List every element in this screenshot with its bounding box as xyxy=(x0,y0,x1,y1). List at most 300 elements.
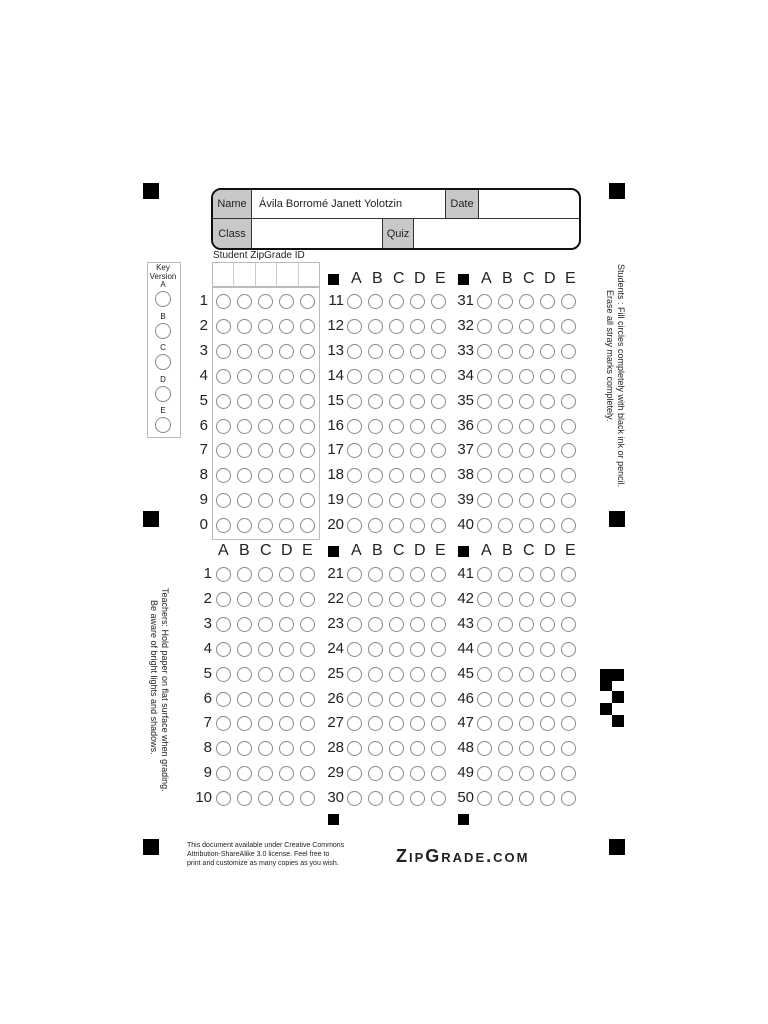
answer-bubble[interactable] xyxy=(258,617,273,632)
answer-bubble[interactable] xyxy=(519,518,534,533)
answer-bubble[interactable] xyxy=(561,741,576,756)
answer-bubble[interactable] xyxy=(347,716,362,731)
answer-bubble[interactable] xyxy=(561,518,576,533)
answer-bubble[interactable] xyxy=(258,518,273,533)
answer-bubble[interactable] xyxy=(498,766,513,781)
answer-bubble[interactable] xyxy=(431,394,446,409)
answer-bubble[interactable] xyxy=(300,766,315,781)
answer-bubble[interactable] xyxy=(431,592,446,607)
key-version-bubble[interactable] xyxy=(155,354,171,370)
answer-bubble[interactable] xyxy=(389,294,404,309)
answer-bubble[interactable] xyxy=(498,468,513,483)
answer-bubble[interactable] xyxy=(347,692,362,707)
answer-bubble[interactable] xyxy=(389,642,404,657)
answer-bubble[interactable] xyxy=(279,419,294,434)
answer-bubble[interactable] xyxy=(561,642,576,657)
answer-bubble[interactable] xyxy=(258,567,273,582)
answer-bubble[interactable] xyxy=(519,741,534,756)
answer-bubble[interactable] xyxy=(540,369,555,384)
answer-bubble[interactable] xyxy=(561,419,576,434)
answer-bubble[interactable] xyxy=(431,493,446,508)
answer-bubble[interactable] xyxy=(389,716,404,731)
answer-bubble[interactable] xyxy=(477,518,492,533)
answer-bubble[interactable] xyxy=(347,617,362,632)
answer-bubble[interactable] xyxy=(258,716,273,731)
answer-bubble[interactable] xyxy=(389,344,404,359)
answer-bubble[interactable] xyxy=(347,468,362,483)
answer-bubble[interactable] xyxy=(410,294,425,309)
answer-bubble[interactable] xyxy=(498,493,513,508)
answer-bubble[interactable] xyxy=(258,642,273,657)
answer-bubble[interactable] xyxy=(216,294,231,309)
answer-bubble[interactable] xyxy=(258,766,273,781)
answer-bubble[interactable] xyxy=(498,741,513,756)
answer-bubble[interactable] xyxy=(368,493,383,508)
answer-bubble[interactable] xyxy=(389,419,404,434)
answer-bubble[interactable] xyxy=(498,592,513,607)
answer-bubble[interactable] xyxy=(431,791,446,806)
key-version-letter: C xyxy=(160,343,166,352)
answer-bubble[interactable] xyxy=(477,667,492,682)
answer-bubble[interactable] xyxy=(300,294,315,309)
answer-bubble[interactable] xyxy=(498,369,513,384)
answer-bubble[interactable] xyxy=(216,419,231,434)
answer-bubble[interactable] xyxy=(519,493,534,508)
answer-bubble[interactable] xyxy=(561,294,576,309)
answer-bubble[interactable] xyxy=(258,344,273,359)
answer-bubble[interactable] xyxy=(540,567,555,582)
answer-bubble[interactable] xyxy=(498,617,513,632)
answer-bubble[interactable] xyxy=(561,766,576,781)
answer-bubble[interactable] xyxy=(347,369,362,384)
answer-bubble[interactable] xyxy=(368,667,383,682)
answer-bubble[interactable] xyxy=(498,642,513,657)
answer-bubble[interactable] xyxy=(347,567,362,582)
answer-bubble[interactable] xyxy=(368,642,383,657)
answer-bubble[interactable] xyxy=(279,518,294,533)
answer-bubble[interactable] xyxy=(477,592,492,607)
answer-bubble[interactable] xyxy=(431,443,446,458)
answer-bubble[interactable] xyxy=(561,667,576,682)
answer-bubble[interactable] xyxy=(477,344,492,359)
answer-bubble[interactable] xyxy=(258,592,273,607)
answer-bubble[interactable] xyxy=(216,567,231,582)
answer-bubble[interactable] xyxy=(279,592,294,607)
answer-bubble[interactable] xyxy=(431,468,446,483)
answer-bubble[interactable] xyxy=(540,667,555,682)
answer-bubble[interactable] xyxy=(216,766,231,781)
class-field[interactable] xyxy=(252,219,382,248)
answer-bubble[interactable] xyxy=(519,766,534,781)
answer-bubble[interactable] xyxy=(279,567,294,582)
answer-bubble[interactable] xyxy=(498,419,513,434)
answer-bubble[interactable] xyxy=(410,394,425,409)
answer-bubble[interactable] xyxy=(258,791,273,806)
answer-bubble[interactable] xyxy=(477,369,492,384)
answer-bubble[interactable] xyxy=(300,319,315,334)
answer-bubble[interactable] xyxy=(540,294,555,309)
answer-bubble[interactable] xyxy=(477,493,492,508)
answer-bubble[interactable] xyxy=(498,667,513,682)
answer-bubble[interactable] xyxy=(300,741,315,756)
answer-bubble[interactable] xyxy=(237,419,252,434)
answer-bubble[interactable] xyxy=(410,592,425,607)
answer-bubble[interactable] xyxy=(279,716,294,731)
answer-bubble[interactable] xyxy=(410,667,425,682)
answer-bubble[interactable] xyxy=(561,567,576,582)
answer-bubble[interactable] xyxy=(347,443,362,458)
answer-bubble[interactable] xyxy=(389,518,404,533)
answer-bubble[interactable] xyxy=(347,419,362,434)
answer-bubble[interactable] xyxy=(300,667,315,682)
answer-bubble[interactable] xyxy=(347,294,362,309)
answer-bubble[interactable] xyxy=(237,518,252,533)
answer-bubble[interactable] xyxy=(258,294,273,309)
answer-bubble[interactable] xyxy=(300,567,315,582)
answer-bubble[interactable] xyxy=(237,667,252,682)
answer-bubble[interactable] xyxy=(279,369,294,384)
answer-bubble[interactable] xyxy=(561,692,576,707)
key-version-bubble[interactable] xyxy=(155,291,171,307)
answer-bubble[interactable] xyxy=(347,791,362,806)
answer-bubble[interactable] xyxy=(519,419,534,434)
answer-bubble[interactable] xyxy=(368,443,383,458)
answer-bubble[interactable] xyxy=(347,344,362,359)
answer-bubble[interactable] xyxy=(431,567,446,582)
answer-bubble[interactable] xyxy=(410,791,425,806)
name-field[interactable]: Ávila Borromé Janett Yolotzin xyxy=(259,198,403,210)
answer-bubble[interactable] xyxy=(519,791,534,806)
answer-bubble[interactable] xyxy=(368,468,383,483)
answer-bubble[interactable] xyxy=(477,617,492,632)
answer-bubble[interactable] xyxy=(279,344,294,359)
answer-bubble[interactable] xyxy=(389,741,404,756)
answer-bubble[interactable] xyxy=(519,394,534,409)
answer-bubble[interactable] xyxy=(561,344,576,359)
answer-bubble[interactable] xyxy=(410,493,425,508)
answer-bubble[interactable] xyxy=(498,791,513,806)
answer-bubble[interactable] xyxy=(237,319,252,334)
answer-bubble[interactable] xyxy=(477,443,492,458)
answer-bubble[interactable] xyxy=(540,468,555,483)
answer-bubble[interactable] xyxy=(300,369,315,384)
answer-bubble[interactable] xyxy=(279,394,294,409)
answer-bubble[interactable] xyxy=(498,567,513,582)
answer-bubble[interactable] xyxy=(431,294,446,309)
answer-bubble[interactable] xyxy=(368,518,383,533)
answer-bubble[interactable] xyxy=(237,692,252,707)
answer-bubble[interactable] xyxy=(540,617,555,632)
answer-bubble[interactable] xyxy=(237,716,252,731)
answer-bubble[interactable] xyxy=(431,419,446,434)
answer-bubble[interactable] xyxy=(540,443,555,458)
answer-bubble[interactable] xyxy=(561,468,576,483)
answer-bubble[interactable] xyxy=(216,319,231,334)
answer-bubble[interactable] xyxy=(368,319,383,334)
question-number: 18 xyxy=(327,466,344,484)
answer-bubble[interactable] xyxy=(431,642,446,657)
answer-bubble[interactable] xyxy=(279,791,294,806)
answer-bubble[interactable] xyxy=(477,741,492,756)
answer-bubble[interactable] xyxy=(368,766,383,781)
answer-bubble[interactable] xyxy=(410,741,425,756)
answer-bubble[interactable] xyxy=(216,667,231,682)
answer-bubble[interactable] xyxy=(410,419,425,434)
answer-bubble[interactable] xyxy=(300,617,315,632)
choice-letter: D xyxy=(544,542,556,559)
answer-bubble[interactable] xyxy=(498,394,513,409)
answer-bubble[interactable] xyxy=(540,419,555,434)
answer-bubble[interactable] xyxy=(237,344,252,359)
answer-bubble[interactable] xyxy=(431,319,446,334)
answer-bubble[interactable] xyxy=(540,344,555,359)
answer-bubble[interactable] xyxy=(431,667,446,682)
answer-bubble[interactable] xyxy=(389,443,404,458)
answer-bubble[interactable] xyxy=(300,344,315,359)
answer-bubble[interactable] xyxy=(498,294,513,309)
answer-bubble[interactable] xyxy=(431,617,446,632)
answer-bubble[interactable] xyxy=(389,766,404,781)
answer-bubble[interactable] xyxy=(519,567,534,582)
answer-bubble[interactable] xyxy=(498,518,513,533)
answer-bubble[interactable] xyxy=(540,766,555,781)
answer-bubble[interactable] xyxy=(279,617,294,632)
answer-bubble[interactable] xyxy=(477,468,492,483)
answer-bubble[interactable] xyxy=(368,791,383,806)
answer-bubble[interactable] xyxy=(519,319,534,334)
answer-bubble[interactable] xyxy=(389,592,404,607)
answer-bubble[interactable] xyxy=(368,567,383,582)
answer-bubble[interactable] xyxy=(561,592,576,607)
answer-bubble[interactable] xyxy=(519,716,534,731)
answer-bubble[interactable] xyxy=(498,716,513,731)
answer-bubble[interactable] xyxy=(561,319,576,334)
answer-bubble[interactable] xyxy=(410,344,425,359)
answer-bubble[interactable] xyxy=(258,741,273,756)
key-version-bubble[interactable] xyxy=(155,386,171,402)
answer-bubble[interactable] xyxy=(389,468,404,483)
answer-bubble[interactable] xyxy=(519,443,534,458)
answer-bubble[interactable] xyxy=(431,369,446,384)
answer-bubble[interactable] xyxy=(561,394,576,409)
answer-bubble[interactable] xyxy=(389,791,404,806)
answer-bubble[interactable] xyxy=(431,692,446,707)
answer-bubble[interactable] xyxy=(237,791,252,806)
answer-bubble[interactable] xyxy=(237,766,252,781)
answer-bubble[interactable] xyxy=(540,518,555,533)
answer-bubble[interactable] xyxy=(300,791,315,806)
answer-bubble[interactable] xyxy=(216,716,231,731)
answer-bubble[interactable] xyxy=(431,518,446,533)
answer-bubble[interactable] xyxy=(431,716,446,731)
answer-bubble[interactable] xyxy=(347,518,362,533)
answer-bubble[interactable] xyxy=(410,642,425,657)
answer-bubble[interactable] xyxy=(347,319,362,334)
answer-bubble[interactable] xyxy=(410,766,425,781)
choice-letter: B xyxy=(372,270,383,287)
answer-bubble[interactable] xyxy=(561,791,576,806)
answer-bubble[interactable] xyxy=(519,344,534,359)
answer-bubble[interactable] xyxy=(389,617,404,632)
answer-bubble[interactable] xyxy=(477,294,492,309)
answer-bubble[interactable] xyxy=(540,642,555,657)
answer-bubble[interactable] xyxy=(216,592,231,607)
answer-bubble[interactable] xyxy=(279,766,294,781)
answer-bubble[interactable] xyxy=(279,741,294,756)
answer-bubble[interactable] xyxy=(477,567,492,582)
answer-bubble[interactable] xyxy=(477,791,492,806)
answer-bubble[interactable] xyxy=(477,716,492,731)
answer-bubble[interactable] xyxy=(368,419,383,434)
quiz-field[interactable] xyxy=(414,219,579,248)
answer-bubble[interactable] xyxy=(540,692,555,707)
answer-bubble[interactable] xyxy=(389,567,404,582)
answer-bubble[interactable] xyxy=(216,617,231,632)
answer-bubble[interactable] xyxy=(258,692,273,707)
answer-bubble[interactable] xyxy=(368,592,383,607)
answer-bubble[interactable] xyxy=(431,741,446,756)
answer-bubble[interactable] xyxy=(258,394,273,409)
answer-bubble[interactable] xyxy=(237,592,252,607)
answer-bubble[interactable] xyxy=(410,443,425,458)
answer-bubble[interactable] xyxy=(368,394,383,409)
answer-bubble[interactable] xyxy=(347,592,362,607)
answer-bubble[interactable] xyxy=(347,766,362,781)
answer-bubble[interactable] xyxy=(368,344,383,359)
answer-bubble[interactable] xyxy=(258,419,273,434)
answer-bubble[interactable] xyxy=(300,692,315,707)
answer-bubble[interactable] xyxy=(237,294,252,309)
answer-bubble[interactable] xyxy=(258,667,273,682)
answer-bubble[interactable] xyxy=(540,493,555,508)
answer-bubble[interactable] xyxy=(300,592,315,607)
answer-bubble[interactable] xyxy=(216,344,231,359)
answer-bubble[interactable] xyxy=(237,369,252,384)
answer-bubble[interactable] xyxy=(540,791,555,806)
answer-bubble[interactable] xyxy=(347,741,362,756)
answer-bubble[interactable] xyxy=(368,294,383,309)
answer-bubble[interactable] xyxy=(410,617,425,632)
answer-bubble[interactable] xyxy=(389,493,404,508)
answer-bubble[interactable] xyxy=(368,617,383,632)
answer-bubble[interactable] xyxy=(540,741,555,756)
answer-bubble[interactable] xyxy=(540,319,555,334)
answer-bubble[interactable] xyxy=(347,642,362,657)
answer-bubble[interactable] xyxy=(237,642,252,657)
answer-bubble[interactable] xyxy=(258,319,273,334)
answer-bubble[interactable] xyxy=(368,741,383,756)
answer-bubble[interactable] xyxy=(279,294,294,309)
answer-bubble[interactable] xyxy=(410,716,425,731)
answer-bubble[interactable] xyxy=(477,642,492,657)
key-version-bubble[interactable] xyxy=(155,323,171,339)
answer-bubble[interactable] xyxy=(216,642,231,657)
answer-bubble[interactable] xyxy=(279,667,294,682)
answer-bubble[interactable] xyxy=(389,369,404,384)
answer-bubble[interactable] xyxy=(368,369,383,384)
answer-bubble[interactable] xyxy=(519,369,534,384)
answer-bubble[interactable] xyxy=(431,344,446,359)
answer-bubble[interactable] xyxy=(561,369,576,384)
answer-bubble[interactable] xyxy=(347,667,362,682)
answer-bubble[interactable] xyxy=(300,642,315,657)
answer-bubble[interactable] xyxy=(498,692,513,707)
answer-bubble[interactable] xyxy=(347,493,362,508)
answer-bubble[interactable] xyxy=(216,692,231,707)
answer-bubble[interactable] xyxy=(389,667,404,682)
answer-bubble[interactable] xyxy=(279,319,294,334)
answer-bubble[interactable] xyxy=(477,766,492,781)
answer-bubble[interactable] xyxy=(410,319,425,334)
date-field[interactable] xyxy=(479,190,577,218)
answer-bubble[interactable] xyxy=(216,518,231,533)
answer-bubble[interactable] xyxy=(300,419,315,434)
answer-bubble[interactable] xyxy=(216,791,231,806)
answer-bubble[interactable] xyxy=(561,493,576,508)
answer-bubble[interactable] xyxy=(498,319,513,334)
answer-bubble[interactable] xyxy=(279,692,294,707)
answer-bubble[interactable] xyxy=(431,766,446,781)
answer-bubble[interactable] xyxy=(300,716,315,731)
answer-bubble[interactable] xyxy=(410,692,425,707)
answer-bubble[interactable] xyxy=(389,692,404,707)
answer-bubble[interactable] xyxy=(540,592,555,607)
answer-bubble[interactable] xyxy=(519,294,534,309)
answer-bubble[interactable] xyxy=(347,394,362,409)
answer-bubble[interactable] xyxy=(237,567,252,582)
answer-bubble[interactable] xyxy=(216,741,231,756)
answer-bubble[interactable] xyxy=(561,716,576,731)
answer-bubble[interactable] xyxy=(477,692,492,707)
answer-bubble[interactable] xyxy=(540,394,555,409)
answer-bubble[interactable] xyxy=(237,617,252,632)
answer-bubble[interactable] xyxy=(216,394,231,409)
answer-bubble[interactable] xyxy=(410,468,425,483)
answer-bubble[interactable] xyxy=(561,617,576,632)
answer-bubble[interactable] xyxy=(477,419,492,434)
key-version-bubble[interactable] xyxy=(155,417,171,433)
answer-bubble[interactable] xyxy=(237,394,252,409)
answer-bubble[interactable] xyxy=(561,443,576,458)
answer-bubble[interactable] xyxy=(300,394,315,409)
answer-bubble[interactable] xyxy=(519,617,534,632)
answer-bubble[interactable] xyxy=(410,518,425,533)
answer-bubble[interactable] xyxy=(498,344,513,359)
answer-bubble[interactable] xyxy=(519,642,534,657)
answer-bubble[interactable] xyxy=(389,394,404,409)
answer-bubble[interactable] xyxy=(477,319,492,334)
answer-bubble[interactable] xyxy=(368,716,383,731)
question-number: 21 xyxy=(327,565,344,582)
answer-bubble[interactable] xyxy=(279,642,294,657)
answer-bubble[interactable] xyxy=(540,716,555,731)
answer-bubble[interactable] xyxy=(410,567,425,582)
answer-bubble[interactable] xyxy=(519,692,534,707)
answer-bubble[interactable] xyxy=(258,369,273,384)
answer-bubble[interactable] xyxy=(477,394,492,409)
answer-bubble[interactable] xyxy=(368,692,383,707)
answer-bubble[interactable] xyxy=(498,443,513,458)
answer-bubble[interactable] xyxy=(519,592,534,607)
answer-bubble[interactable] xyxy=(237,741,252,756)
answer-bubble[interactable] xyxy=(389,319,404,334)
answer-bubble[interactable] xyxy=(519,667,534,682)
answer-bubble[interactable] xyxy=(216,369,231,384)
question-number: 4 xyxy=(203,639,212,657)
answer-bubble[interactable] xyxy=(410,369,425,384)
answer-bubble[interactable] xyxy=(300,518,315,533)
answer-bubble[interactable] xyxy=(519,468,534,483)
